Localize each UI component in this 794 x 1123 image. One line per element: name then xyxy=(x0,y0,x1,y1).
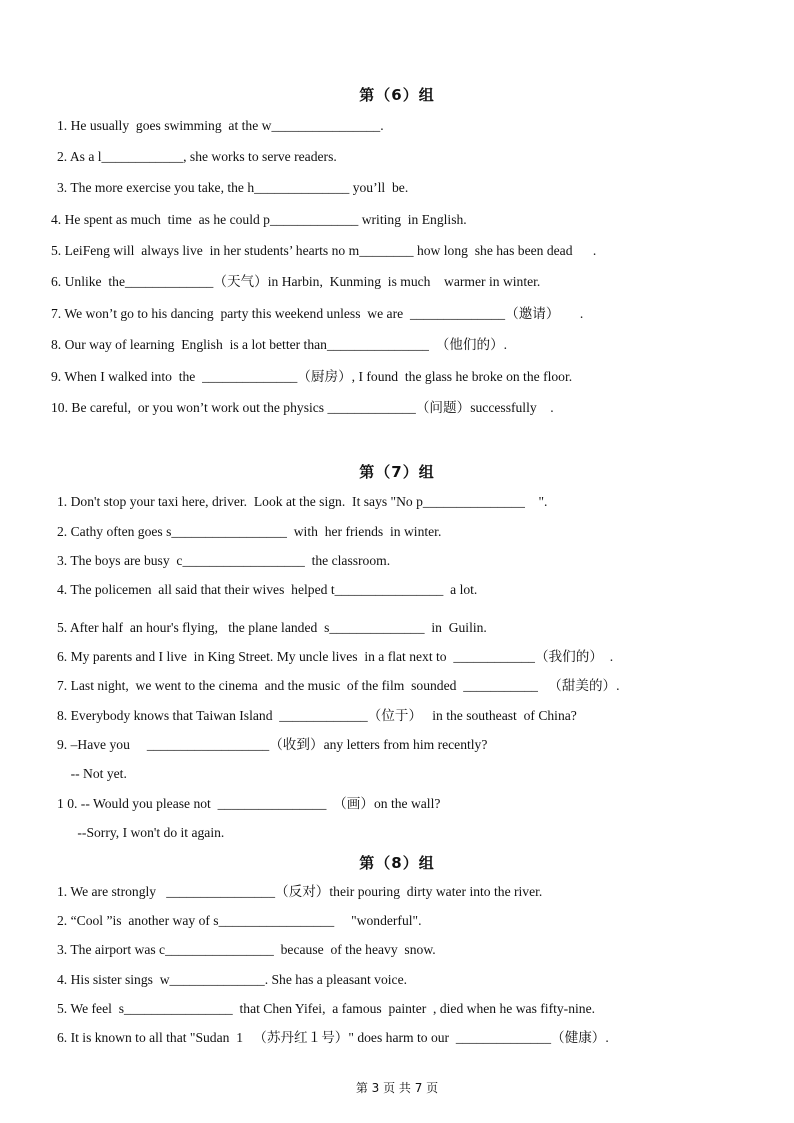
group-6-item-8: 8. Our way of learning English is a lot better than_______________ （他们的）. xyxy=(51,337,508,352)
group-8-item-2: 2. “Cool ”is another way of s_________________ "wonderful". xyxy=(57,913,422,928)
group-6-item-1: 1. He usually goes swimming at the w________________. xyxy=(57,118,384,133)
group-6-item-9: 9. When I walked into the ______________（厨房）, I found the glass he broke on the floor. xyxy=(51,369,573,384)
group-7-item-10: 1 0. -- Would you please not ________________ （画）on the wall? xyxy=(57,796,441,811)
group-7-item-10-reply: --Sorry, I won't do it again. xyxy=(57,825,225,840)
group-6-item-10: 10. Be careful, or you won’t work out the physics _____________（问题）successfully . xyxy=(51,400,554,415)
page-footer: 第 3 页 共 7 页 xyxy=(355,1081,439,1095)
group-8-item-5: 5. We feel s________________ that Chen Yifei, a famous painter , died when he was fifty-nine. xyxy=(57,1001,596,1016)
group-6-item-6: 6. Unlike the_____________（天气）in Harbin, Kunming is much warmer in winter. xyxy=(51,274,541,289)
group-8-item-1: 1. We are strongly ________________（反对）their pouring dirty water into the river. xyxy=(57,884,543,899)
group-8-title: 第（8）组 xyxy=(359,854,435,872)
group-8-item-6: 6. It is known to all that "Sudan 1 （苏丹红１号）" does harm to our ______________（健康）. xyxy=(57,1030,609,1045)
group-7-item-8: 8. Everybody knows that Taiwan Island _____________（位于） in the southeast of China? xyxy=(57,708,577,723)
group-6-item-5: 5. LeiFeng will always live in her students’ hearts no m________ how long she has been dead . xyxy=(51,243,597,258)
group-6-item-4: 4. He spent as much time as he could p_____________ writing in English. xyxy=(51,212,467,227)
group-7-item-2: 2. Cathy often goes s_________________ with her friends in winter. xyxy=(57,524,442,539)
group-8-item-4: 4. His sister sings w______________. She has a pleasant voice. xyxy=(57,972,407,987)
group-7-item-7: 7. Last night, we went to the cinema and the music of the film sounded ___________ （甜美的）. xyxy=(57,678,620,693)
group-7-item-6: 6. My parents and I live in King Street. My uncle lives in a flat next to ____________（我们的） . xyxy=(57,649,614,664)
group-7-item-5: 5. After half an hour's flying, the plane landed s______________ in Guilin. xyxy=(57,620,487,635)
group-6-title: 第（6）组 xyxy=(359,86,435,104)
group-7-title: 第（7）组 xyxy=(359,463,435,481)
group-6-item-3: 3. The more exercise you take, the h______________ you’ll be. xyxy=(57,180,409,195)
group-6-item-2: 2. As a l____________, she works to serve readers. xyxy=(57,149,337,164)
group-7-item-4: 4. The policemen all said that their wives helped t________________ a lot. xyxy=(57,582,478,597)
group-7-item-9-reply: -- Not yet. xyxy=(57,766,127,781)
group-7-item-1: 1. Don't stop your taxi here, driver. Look at the sign. It says "No p_______________ ". xyxy=(57,494,548,509)
group-7-item-9: 9. –Have you __________________（收到）any letters from him recently? xyxy=(57,737,488,752)
group-6-item-7: 7. We won’t go to his dancing party this weekend unless we are ______________（邀请） . xyxy=(51,306,584,321)
group-7-item-3: 3. The boys are busy c__________________ the classroom. xyxy=(57,553,391,568)
group-8-item-3: 3. The airport was c________________ because of the heavy snow. xyxy=(57,942,436,957)
